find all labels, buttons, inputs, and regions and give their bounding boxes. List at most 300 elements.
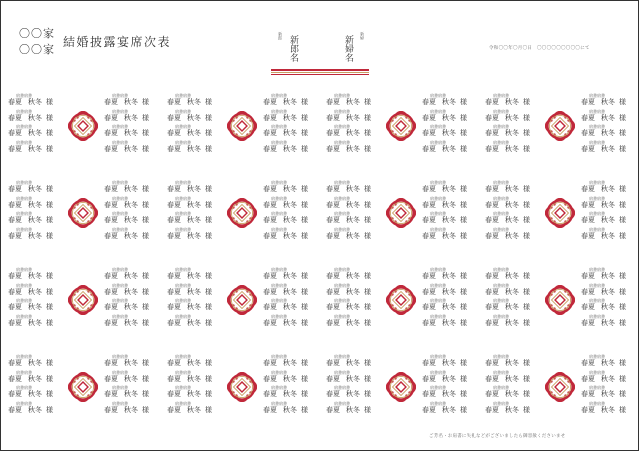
guest-title: 肩書肩書: [493, 313, 509, 319]
guest-given-name: 秋冬: [187, 405, 201, 414]
guest-honorific: 様: [523, 113, 530, 122]
guest-title: 肩書肩書: [334, 267, 350, 272]
guest-family-name: 春夏: [8, 303, 22, 311]
guest-name: [581, 390, 626, 398]
guest-name: [326, 98, 371, 106]
guest-entry: [104, 284, 166, 296]
guest-title: 肩書肩書: [175, 385, 191, 390]
guest-honorific: 様: [460, 405, 467, 414]
guest-title: 肩書肩書: [334, 180, 350, 185]
guest-entry: [167, 402, 229, 414]
guest-given-name: 秋冬: [124, 303, 138, 311]
guest-entry: [263, 355, 325, 367]
guest-family-name: 春夏: [8, 374, 22, 383]
guest-entry: [8, 212, 70, 224]
guest-title: 肩書肩書: [175, 124, 191, 129]
guest-entry: [422, 141, 484, 153]
guest-title: 肩書肩書: [271, 354, 287, 359]
guest-title: 肩書肩書: [112, 180, 128, 185]
guest-name: [422, 303, 467, 311]
guest-honorific: 様: [364, 98, 371, 106]
guest-given-name: 秋冬: [283, 272, 297, 280]
guest-name: [581, 272, 626, 280]
guest-entry: [8, 181, 70, 193]
guest-entry: [263, 212, 325, 224]
guest-honorific: 様: [523, 405, 530, 414]
guest-family-name: 春夏: [104, 216, 118, 224]
guest-given-name: 秋冬: [442, 129, 456, 137]
guest-honorific: 様: [46, 200, 53, 209]
guest-entry: [167, 268, 229, 280]
guest-honorific: 様: [619, 303, 626, 311]
guest-family-name: 春夏: [104, 144, 118, 153]
guest-family-name: 春夏: [167, 113, 181, 122]
guest-entry: [104, 181, 166, 193]
guest-entry: [167, 125, 229, 137]
guest-entry: [104, 315, 166, 327]
guest-honorific: 様: [46, 303, 53, 311]
guest-family-name: 春夏: [485, 272, 499, 280]
guest-honorific: 様: [364, 129, 371, 137]
guest-title: 肩書肩書: [589, 282, 605, 288]
guest-name: [167, 185, 212, 193]
page-title: 結婚披露宴席次表: [63, 35, 172, 49]
guest-entry: [581, 315, 639, 327]
guest-entry: [326, 94, 388, 106]
guest-family-name: 春夏: [8, 231, 22, 240]
guest-given-name: 秋冬: [442, 144, 456, 153]
guest-given-name: 秋冬: [28, 272, 42, 280]
guest-family-name: 春夏: [263, 390, 277, 398]
guest-family-name: 春夏: [167, 359, 181, 367]
guest-entry: [104, 402, 166, 414]
guest-family-name: 春夏: [104, 129, 118, 137]
guest-title: 肩書肩書: [430, 267, 446, 272]
guest-family-name: 春夏: [485, 359, 499, 367]
guest-name: [8, 375, 53, 383]
guest-title: 肩書肩書: [334, 139, 350, 145]
guest-family-name: 春夏: [422, 359, 436, 367]
guest-name: [263, 216, 308, 224]
guest-honorific: 様: [364, 318, 371, 327]
guest-name: [263, 390, 308, 398]
guest-title: 肩書肩書: [16, 369, 32, 375]
guest-entry: [263, 268, 325, 280]
guest-title: 肩書肩書: [589, 369, 605, 375]
guest-entry: [167, 228, 229, 240]
guest-entry: [167, 284, 229, 296]
guest-title: 肩書肩書: [493, 282, 509, 288]
guest-given-name: 秋冬: [124, 200, 138, 209]
guest-name: [104, 272, 149, 280]
guest-name: [422, 390, 467, 398]
guest-title: 肩書肩書: [430, 354, 446, 359]
guest-title: 肩書肩書: [112, 313, 128, 319]
guest-honorific: 様: [46, 405, 53, 414]
guest-family-name: 春夏: [104, 390, 118, 398]
guest-family-name: 春夏: [263, 272, 277, 280]
guest-title: 肩書肩書: [493, 226, 509, 232]
guest-family-name: 春夏: [263, 216, 277, 224]
guest-given-name: 秋冬: [505, 374, 519, 383]
guest-honorific: 様: [619, 359, 626, 367]
guest-given-name: 秋冬: [283, 200, 297, 209]
guest-honorific: 様: [205, 405, 212, 414]
guest-family-name: 春夏: [167, 390, 181, 398]
guest-given-name: 秋冬: [187, 272, 201, 280]
guest-title: 肩書肩書: [175, 282, 191, 288]
guest-honorific: 様: [523, 185, 530, 193]
guest-family-name: 春夏: [167, 303, 181, 311]
guest-honorific: 様: [619, 98, 626, 106]
guest-name: [263, 98, 308, 106]
guest-entry: [8, 110, 70, 122]
guest-entry: [167, 110, 229, 122]
guest-honorific: 様: [142, 318, 149, 327]
guest-entry: [485, 315, 547, 327]
guest-given-name: 秋冬: [346, 374, 360, 383]
guest-given-name: 秋冬: [601, 359, 615, 367]
guest-given-name: 秋冬: [505, 287, 519, 296]
guest-honorific: 様: [205, 185, 212, 193]
guest-given-name: 秋冬: [601, 272, 615, 280]
guest-title: 肩書肩書: [493, 400, 509, 406]
guest-given-name: 秋冬: [346, 272, 360, 280]
guest-entry: [485, 141, 547, 153]
guest-entry: [326, 371, 388, 383]
guest-entry: [485, 94, 547, 106]
guest-title: 肩書肩書: [175, 108, 191, 114]
guest-name: [422, 288, 467, 296]
guest-title: 肩書肩書: [175, 211, 191, 216]
guest-honorific: 様: [142, 231, 149, 240]
family-name-2: 〇〇家: [19, 43, 55, 56]
guest-name: [8, 272, 53, 280]
guest-title: 肩書肩書: [112, 267, 128, 272]
guest-entry: [485, 268, 547, 280]
guest-honorific: 様: [301, 303, 308, 311]
guest-given-name: 秋冬: [442, 216, 456, 224]
guest-honorific: 様: [46, 129, 53, 137]
guest-honorific: 様: [523, 144, 530, 153]
guest-name: [8, 145, 53, 153]
guest-given-name: 秋冬: [346, 200, 360, 209]
guest-honorific: 様: [460, 303, 467, 311]
guest-name: [8, 390, 53, 398]
guest-title: 肩書肩書: [334, 195, 350, 201]
guest-name: [104, 145, 149, 153]
guest-title: 肩書肩書: [493, 354, 509, 359]
guest-title: 肩書肩書: [271, 139, 287, 145]
guest-name: [263, 406, 308, 414]
guest-name: [263, 359, 308, 367]
guest-family-name: 春夏: [422, 98, 436, 106]
guest-name: [326, 406, 371, 414]
guest-honorific: 様: [460, 390, 467, 398]
guest-family-name: 春夏: [485, 98, 499, 106]
guest-name: [422, 232, 467, 240]
guest-honorific: 様: [364, 231, 371, 240]
guest-given-name: 秋冬: [28, 374, 42, 383]
guest-entry: [104, 212, 166, 224]
guest-given-name: 秋冬: [28, 129, 42, 137]
guest-given-name: 秋冬: [505, 185, 519, 193]
guest-name: [8, 216, 53, 224]
guest-entry: [263, 181, 325, 193]
guest-given-name: 秋冬: [283, 144, 297, 153]
guest-family-name: 春夏: [485, 113, 499, 122]
guest-given-name: 秋冬: [124, 185, 138, 193]
guest-title: 肩書肩書: [493, 369, 509, 375]
guest-given-name: 秋冬: [187, 98, 201, 106]
guest-entry: [581, 141, 639, 153]
guest-name: [104, 201, 149, 209]
mizuhiki-knot-icon: [386, 198, 416, 228]
guest-entry: [104, 386, 166, 398]
guest-given-name: 秋冬: [505, 231, 519, 240]
guest-name: [263, 232, 308, 240]
guest-entry: [167, 315, 229, 327]
guest-honorific: 様: [460, 231, 467, 240]
guest-title: 肩書肩書: [589, 313, 605, 319]
guest-entry: [422, 268, 484, 280]
guest-honorific: 様: [46, 374, 53, 383]
guest-entry: [422, 315, 484, 327]
mizuhiki-knot-icon: [545, 198, 575, 228]
guest-family-name: 春夏: [167, 318, 181, 327]
guest-family-name: 春夏: [263, 405, 277, 414]
guest-given-name: 秋冬: [505, 405, 519, 414]
guest-entry: [167, 181, 229, 193]
guest-honorific: 様: [364, 303, 371, 311]
guest-entry: [422, 110, 484, 122]
guest-honorific: 様: [46, 359, 53, 367]
guest-given-name: 秋冬: [346, 113, 360, 122]
guest-entry: [167, 299, 229, 311]
guest-honorific: 様: [460, 200, 467, 209]
guest-honorific: 様: [142, 272, 149, 280]
guest-family-name: 春夏: [485, 185, 499, 193]
guest-name: [485, 129, 530, 137]
guest-name: [263, 201, 308, 209]
mizuhiki-knot-icon: [68, 198, 98, 228]
guest-given-name: 秋冬: [346, 318, 360, 327]
guest-title: 肩書肩書: [112, 93, 128, 98]
guest-family-name: 春夏: [422, 405, 436, 414]
guest-given-name: 秋冬: [124, 113, 138, 122]
guest-name: [263, 303, 308, 311]
guest-honorific: 様: [619, 185, 626, 193]
guest-honorific: 様: [205, 287, 212, 296]
guest-family-name: 春夏: [104, 405, 118, 414]
guest-name: [422, 98, 467, 106]
guest-family-name: 春夏: [326, 144, 340, 153]
footer-note: ご芳名・お肩書に失礼などがございましたら御容赦くださいませ: [429, 434, 566, 439]
guest-entry: [422, 125, 484, 137]
guest-name: [8, 114, 53, 122]
guest-entry: [263, 125, 325, 137]
guest-entry: [104, 268, 166, 280]
guest-family-name: 春夏: [326, 272, 340, 280]
guest-family-name: 春夏: [422, 216, 436, 224]
guest-title: 肩書肩書: [175, 267, 191, 272]
mizuhiki-knot-icon: [68, 111, 98, 141]
guest-entry: [326, 315, 388, 327]
guest-entry: [485, 212, 547, 224]
guest-title: 肩書肩書: [430, 400, 446, 406]
guest-title: 肩書肩書: [589, 211, 605, 216]
guest-name: [263, 272, 308, 280]
guest-given-name: 秋冬: [283, 374, 297, 383]
guest-title: 肩書肩書: [112, 354, 128, 359]
guest-given-name: 秋冬: [124, 318, 138, 327]
guest-entry: [167, 371, 229, 383]
guest-title: 肩書肩書: [271, 385, 287, 390]
guest-honorific: 様: [46, 185, 53, 193]
guest-honorific: 様: [523, 390, 530, 398]
guest-entry: [581, 284, 639, 296]
guest-name: [581, 216, 626, 224]
guest-entry: [167, 197, 229, 209]
mizuhiki-knot-icon: [386, 285, 416, 315]
guest-entry: [104, 355, 166, 367]
guest-entry: [8, 197, 70, 209]
guest-honorific: 様: [460, 98, 467, 106]
guest-title: 肩書肩書: [493, 93, 509, 98]
guest-entry: [326, 197, 388, 209]
guest-title: 肩書肩書: [493, 124, 509, 129]
guest-title: 肩書肩書: [16, 180, 32, 185]
guest-honorific: 様: [619, 318, 626, 327]
guest-title: 肩書肩書: [493, 267, 509, 272]
guest-family-name: 春夏: [263, 318, 277, 327]
guest-family-name: 春夏: [581, 359, 595, 367]
guest-title: 肩書肩書: [430, 139, 446, 145]
guest-name: [104, 390, 149, 398]
guest-entry: [8, 355, 70, 367]
guest-honorific: 様: [46, 113, 53, 122]
guest-honorific: 様: [301, 272, 308, 280]
guest-title: 肩書肩書: [430, 313, 446, 319]
guest-given-name: 秋冬: [601, 390, 615, 398]
guest-family-name: 春夏: [8, 359, 22, 367]
guest-given-name: 秋冬: [283, 129, 297, 137]
guest-honorific: 様: [619, 405, 626, 414]
guest-family-name: 春夏: [581, 200, 595, 209]
guest-title: 肩書肩書: [16, 124, 32, 129]
guest-honorific: 様: [301, 113, 308, 122]
guest-honorific: 様: [460, 287, 467, 296]
guest-honorific: 様: [460, 144, 467, 153]
guest-name: [167, 359, 212, 367]
guest-honorific: 様: [619, 231, 626, 240]
guest-family-name: 春夏: [485, 374, 499, 383]
guest-name: [422, 145, 467, 153]
guest-title: 肩書肩書: [271, 313, 287, 319]
guest-entry: [581, 197, 639, 209]
guest-name: [422, 319, 467, 327]
guest-name: [422, 272, 467, 280]
guest-family-name: 春夏: [167, 287, 181, 296]
guest-honorific: 様: [460, 374, 467, 383]
guest-title: 肩書肩書: [16, 93, 32, 98]
guest-given-name: 秋冬: [187, 200, 201, 209]
guest-honorific: 様: [460, 185, 467, 193]
guest-entry: [167, 212, 229, 224]
guest-family-name: 春夏: [581, 231, 595, 240]
guest-name: [104, 319, 149, 327]
guest-name: [326, 114, 371, 122]
guest-entry: [485, 110, 547, 122]
guest-honorific: 様: [523, 287, 530, 296]
mizuhiki-knot-icon: [68, 372, 98, 402]
guest-family-name: 春夏: [8, 405, 22, 414]
guest-name: [104, 232, 149, 240]
guest-given-name: 秋冬: [442, 359, 456, 367]
guest-family-name: 春夏: [326, 287, 340, 296]
guest-family-name: 春夏: [167, 200, 181, 209]
guest-name: [104, 359, 149, 367]
guest-family-name: 春夏: [581, 216, 595, 224]
guest-given-name: 秋冬: [283, 359, 297, 367]
guest-given-name: 秋冬: [601, 405, 615, 414]
guest-entry: [326, 125, 388, 137]
guest-family-name: 春夏: [167, 231, 181, 240]
guest-title: 肩書肩書: [430, 108, 446, 114]
guest-entry: [422, 355, 484, 367]
guest-name: [104, 303, 149, 311]
guest-family-name: 春夏: [104, 98, 118, 106]
guest-name: [104, 98, 149, 106]
guest-entry: [263, 197, 325, 209]
guest-family-name: 春夏: [104, 303, 118, 311]
guest-title: 肩書肩書: [430, 298, 446, 303]
guest-given-name: 秋冬: [346, 303, 360, 311]
guest-given-name: 秋冬: [283, 185, 297, 193]
guest-entry: [422, 284, 484, 296]
guest-name: [326, 319, 371, 327]
guest-given-name: 秋冬: [346, 185, 360, 193]
guest-title: 肩書肩書: [112, 211, 128, 216]
mizuhiki-knot-icon: [386, 372, 416, 402]
guest-family-name: 春夏: [167, 216, 181, 224]
guest-family-name: 春夏: [104, 272, 118, 280]
guest-title: 肩書肩書: [175, 180, 191, 185]
guest-given-name: 秋冬: [28, 200, 42, 209]
guest-given-name: 秋冬: [346, 129, 360, 137]
guest-name: [485, 303, 530, 311]
guest-entry: [104, 110, 166, 122]
guest-name: [326, 359, 371, 367]
guest-honorific: 様: [523, 272, 530, 280]
guest-entry: [422, 181, 484, 193]
guest-entry: [581, 125, 639, 137]
guest-given-name: 秋冬: [124, 129, 138, 137]
guest-title: 肩書肩書: [271, 282, 287, 288]
guest-honorific: 様: [46, 216, 53, 224]
guest-family-name: 春夏: [167, 98, 181, 106]
guest-name: [422, 359, 467, 367]
guest-name: [581, 232, 626, 240]
guest-name: [167, 98, 212, 106]
guest-given-name: 秋冬: [187, 144, 201, 153]
guest-title: 肩書肩書: [589, 226, 605, 232]
guest-title: 肩書肩書: [334, 385, 350, 390]
guest-name: [167, 129, 212, 137]
guest-title: 肩書肩書: [112, 108, 128, 114]
guest-entry: [263, 94, 325, 106]
guest-family-name: 春夏: [485, 144, 499, 153]
